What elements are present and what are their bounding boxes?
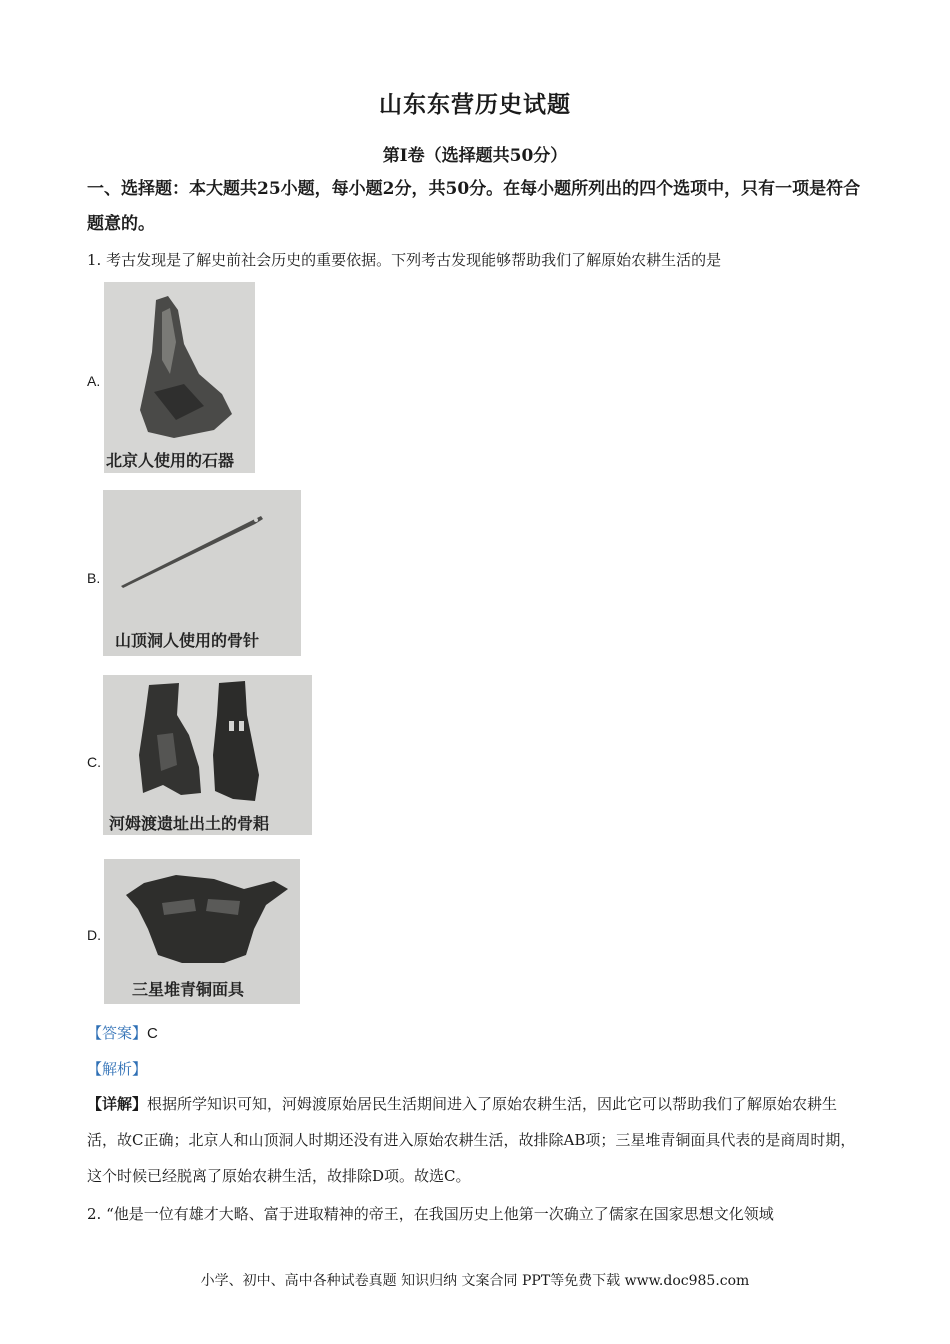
option-c-label: C.: [87, 754, 101, 770]
section-subtitle: 第Ⅰ卷（选择题共50分）: [382, 146, 568, 166]
question-2-stem: 2. “他是一位有雄才大略、富于进取精神的帝王，在我国历史上他第一次确立了儒家在国家思想文化领域: [87, 1205, 774, 1223]
page-title: 山东东营历史试题: [379, 91, 571, 118]
answer-line: [87, 1023, 158, 1044]
answer-tag: 【答案】: [87, 1024, 148, 1042]
detail-paragraph: [87, 1086, 862, 1194]
stone-tool-image: [104, 282, 255, 473]
page-footer: 小学、初中、高中各种试卷真题 知识归纳 文案合同 PPT等免费下载 www.doc985.com: [200, 1273, 750, 1289]
option-d-caption: 三星堆青铜面具: [132, 980, 245, 999]
question-1-stem: 1. 考古发现是了解史前社会历史的重要依据。下列考古发现能够帮助我们了解原始农耕生活的是: [87, 251, 722, 269]
bone-spade-image: [103, 675, 312, 835]
option-b-label: B.: [87, 570, 101, 586]
option-a-caption: 北京人使用的石器: [106, 451, 235, 470]
section-heading: 一、选择题：本大题共25小题，每小题2分，共50分。在每小题所列出的四个选项中，只有一项是符合题意的。: [87, 179, 861, 234]
detail-text: 根据所学知识可知，河姆渡原始居民生活期间进入了原始农耕生活，因此它可以帮助我们了解原始农耕生活，故C正确；北京人和山顶洞人时期还没有进入原始农耕生活，故排除AB项；三星堆青铜面具代表的是商周时期，这个时候已经脱离了原始农耕生活，故排除D项。故选C。: [87, 1095, 856, 1185]
detail-tag: 【详解】: [87, 1095, 148, 1113]
option-b-caption: 山顶洞人使用的骨针: [115, 631, 260, 650]
analysis-tag: 【解析】: [87, 1060, 148, 1078]
option-c-caption: 河姆渡遗址出土的骨耜: [109, 814, 270, 833]
bronze-mask-image: [104, 859, 300, 1004]
answer-value: C: [147, 1025, 158, 1042]
bone-needle-image: [103, 490, 301, 656]
option-a-label: A.: [87, 373, 101, 389]
option-d-label: D.: [87, 927, 101, 943]
